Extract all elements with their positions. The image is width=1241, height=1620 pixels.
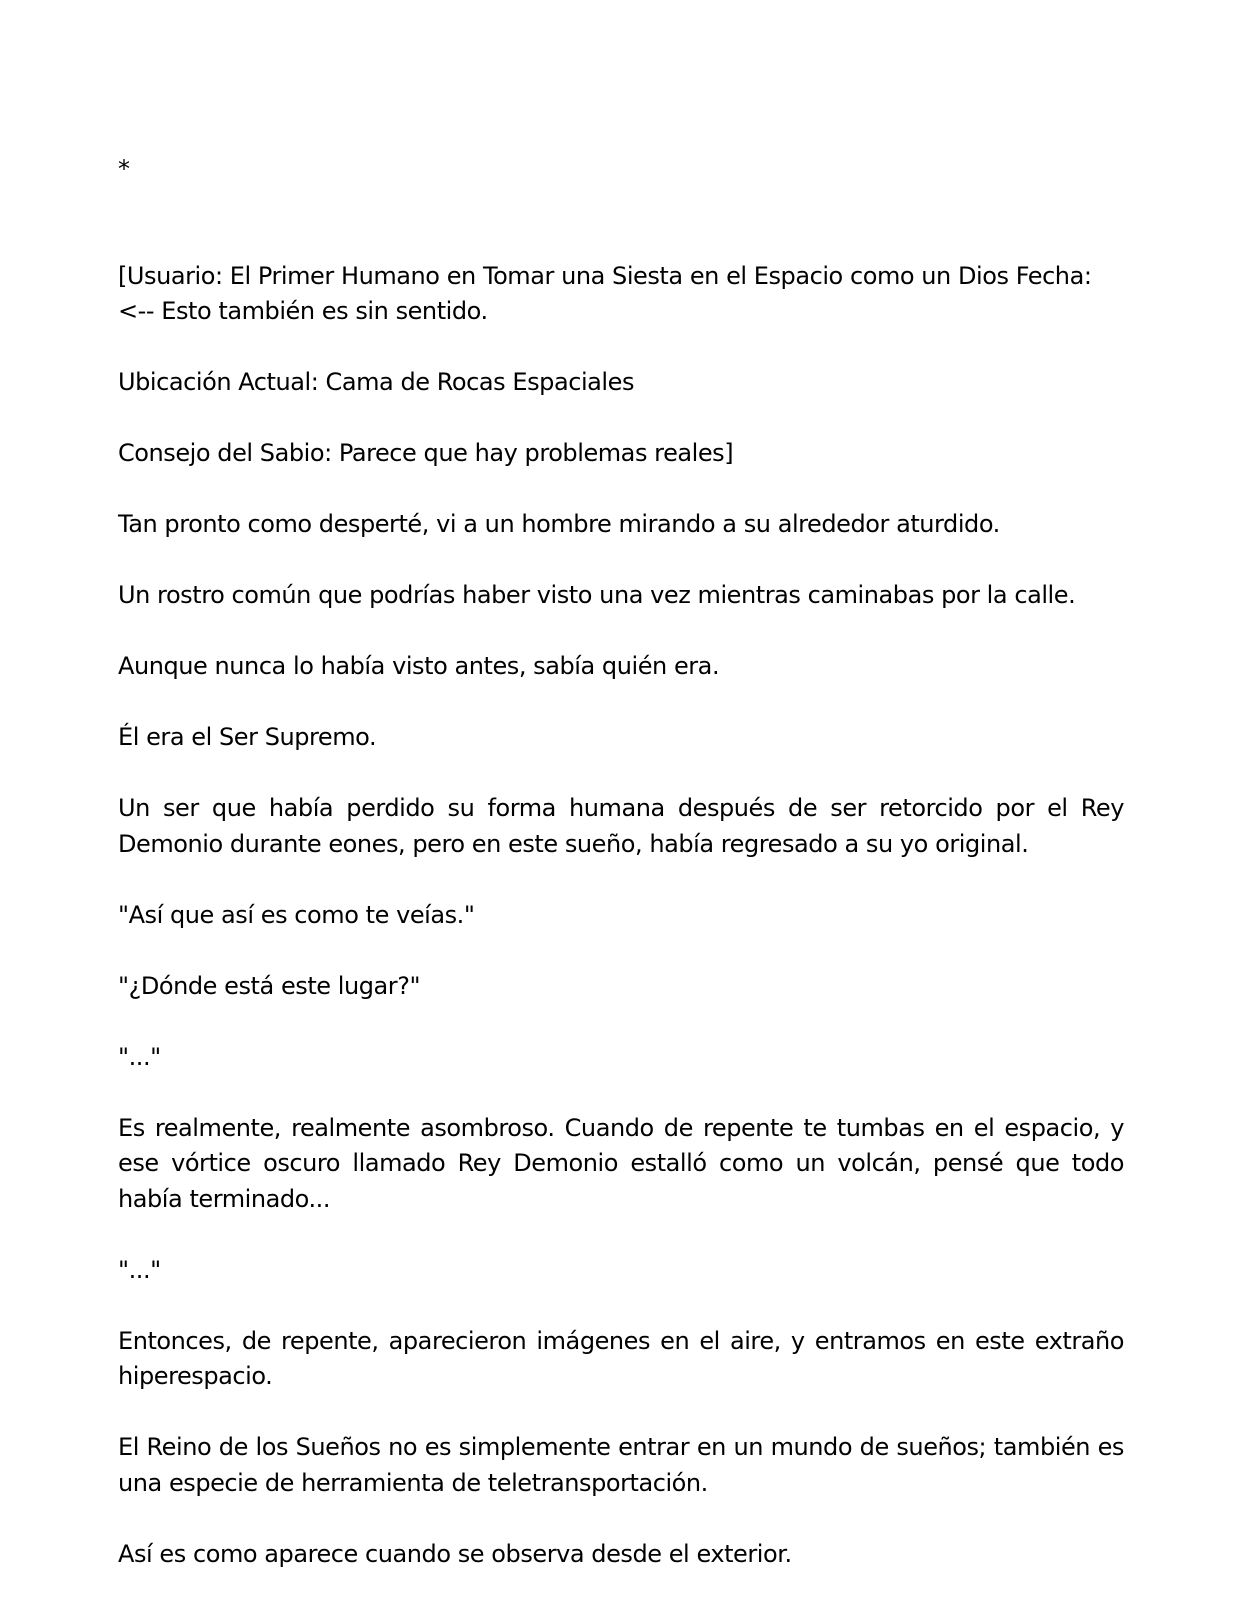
dialogue-text: "Así que así es como te veías." [118, 900, 475, 929]
status-line-note: <-- Esto también es sin sentido. [118, 297, 488, 325]
dialogue-line [118, 969, 1124, 1005]
paragraph-text: Un ser que había perdido su forma humana después de ser retorcido por el Rey Demonio durante eones, pero en este sueño, había regresado a su yo original. [118, 794, 1124, 858]
paragraph [118, 1111, 1124, 1218]
paragraph [118, 578, 1124, 614]
paragraph-text: El Reino de los Sueños no es simplemente entrar en un mundo de sueños; también es una especie de herramienta de teletransportación. [118, 1433, 1124, 1497]
paragraph-text: Tan pronto como desperté, vi a un hombre mirando a su alrededor aturdido. [118, 510, 1000, 538]
paragraph [118, 791, 1124, 862]
document-body [118, 152, 1124, 1608]
dialogue-line [118, 1253, 1124, 1289]
status-line-user: [Usuario: El Primer Humano en Tomar una Siesta en el Espacio como un Dios Fecha: [118, 261, 1092, 290]
paragraph-text: Así es como aparece cuando se observa desde el exterior. [118, 1539, 792, 1568]
status-window-user [118, 259, 1124, 330]
scene-separator [118, 152, 1124, 188]
paragraph [118, 1430, 1124, 1501]
separator-text: * [118, 155, 130, 183]
dialogue-line [118, 898, 1124, 934]
paragraph-text: Aunque nunca lo había visto antes, sabía quién era. [118, 652, 720, 680]
status-window-location [118, 365, 1124, 401]
status-line-advice: Consejo del Sabio: Parece que hay problemas reales] [118, 439, 734, 467]
status-window-advice [118, 436, 1124, 472]
paragraph-text: Él era el Ser Supremo. [118, 723, 377, 751]
dialogue-line [118, 1040, 1124, 1076]
paragraph-text: Es realmente, realmente asombroso. Cuando de repente te tumbas en el espacio, y ese vórtice oscuro llamado Rey Demonio estalló como un volcán, pensé que todo había terminado... [118, 1113, 1124, 1213]
paragraph-text: Un rostro común que podrías haber visto una vez mientras caminabas por la calle. [118, 581, 1076, 609]
paragraph-text: Entonces, de repente, aparecieron imágenes en el aire, y entramos en este extraño hiperespacio. [118, 1326, 1124, 1390]
paragraph [118, 720, 1124, 756]
dialogue-text: "..." [118, 1042, 161, 1071]
paragraph [118, 1324, 1124, 1395]
status-line-location: Ubicación Actual: Cama de Rocas Espaciales [118, 368, 635, 396]
paragraph [118, 507, 1124, 543]
paragraph [118, 1537, 1124, 1573]
dialogue-text: "¿Dónde está este lugar?" [118, 971, 421, 1000]
paragraph [118, 649, 1124, 685]
dialogue-text: "..." [118, 1255, 161, 1284]
